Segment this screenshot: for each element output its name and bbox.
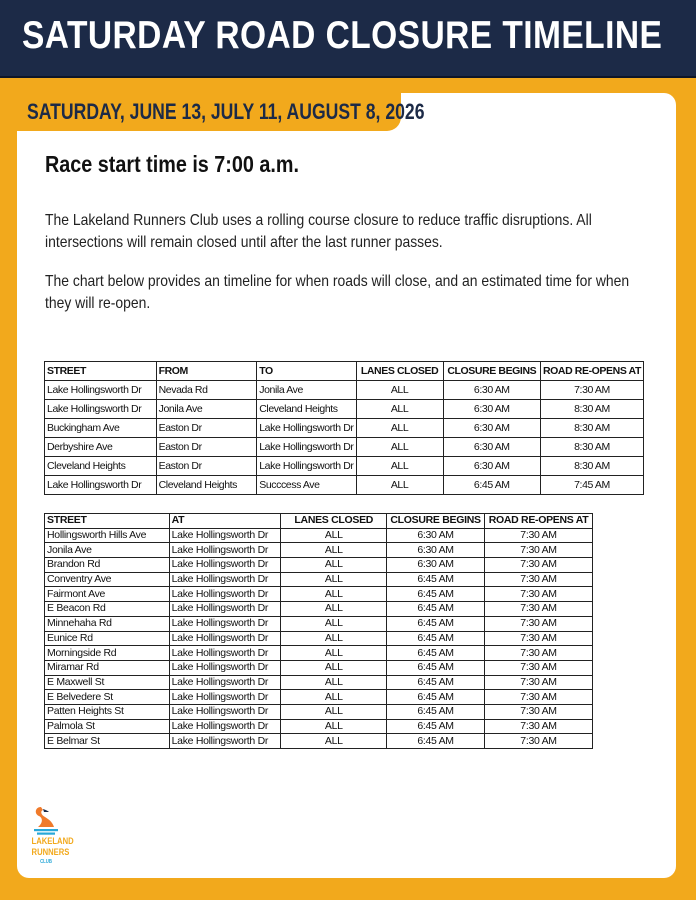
intro-paragraph: The Lakeland Runners Club uses a rolling course closure to reduce traffic disruptions. All intersections will remain closed until after the last runner passes. (45, 212, 592, 251)
header-at: AT (169, 514, 281, 529)
table-cell: 8:30 AM (540, 400, 643, 419)
table-row (45, 419, 644, 438)
table-cell: Lake Hollingsworth Dr (169, 675, 281, 690)
table-cell: 8:30 AM (540, 457, 643, 476)
table-cell: Eunice Rd (45, 631, 170, 646)
table-cell: Lake Hollingsworth Dr (169, 572, 281, 587)
table-cell: 7:30 AM (485, 675, 593, 690)
header-reopens: ROAD RE-OPENS AT (485, 514, 593, 529)
table-row (45, 381, 644, 400)
table-cell: 7:30 AM (485, 616, 593, 631)
table-cell: Easton Dr (156, 438, 257, 457)
table-cell: Miramar Rd (45, 660, 170, 675)
table-cell: Palmola St (45, 719, 170, 734)
table-cell: 6:45 AM (387, 587, 485, 602)
table-cell: 6:30 AM (387, 558, 485, 573)
table-row (45, 457, 644, 476)
table-cell: E Beacon Rd (45, 602, 170, 617)
table-cell: ALL (281, 704, 387, 719)
table-cell: 6:45 AM (387, 690, 485, 705)
table-cell: E Maxwell St (45, 675, 170, 690)
table-cell: Lake Hollingsworth Dr (257, 419, 356, 438)
table-row (45, 438, 644, 457)
table-cell: 6:45 AM (443, 476, 540, 495)
header-street: STREET (45, 362, 157, 381)
table-cell: ALL (281, 646, 387, 661)
table-cell: Brandon Rd (45, 558, 170, 573)
table-cell: ALL (356, 457, 443, 476)
table-cell: 6:45 AM (387, 646, 485, 661)
table-cell: 6:45 AM (387, 719, 485, 734)
race-dates: SATURDAY, JUNE 13, JULY 11, AUGUST 8, 2026 (27, 99, 425, 124)
table-row (45, 400, 644, 419)
table-cell: ALL (281, 675, 387, 690)
race-start-time: Race start time is 7:00 a.m. (45, 151, 299, 177)
table-row (45, 543, 593, 558)
page-title: SATURDAY ROAD CLOSURE TIMELINE (22, 14, 663, 57)
table-header-row (45, 362, 644, 381)
table-cell: 6:45 AM (387, 704, 485, 719)
table-cell: ALL (356, 400, 443, 419)
closure-table-intersections (44, 513, 593, 749)
table-row (45, 704, 593, 719)
table-cell: 6:30 AM (443, 457, 540, 476)
table-cell: ALL (281, 660, 387, 675)
table-cell: 6:30 AM (443, 381, 540, 400)
table-cell: 7:30 AM (485, 660, 593, 675)
table-row (45, 476, 644, 495)
table-cell: Lake Hollingsworth Dr (169, 719, 281, 734)
table-cell: Easton Dr (156, 457, 257, 476)
table-cell: Cleveland Heights (45, 457, 157, 476)
header-closure-begins: CLOSURE BEGINS (443, 362, 540, 381)
table-cell: ALL (281, 543, 387, 558)
table-cell: Cleveland Heights (257, 400, 356, 419)
table-cell: Lake Hollingsworth Dr (169, 704, 281, 719)
table-row (45, 719, 593, 734)
table-cell: Jonila Ave (156, 400, 257, 419)
table-cell: 7:30 AM (485, 690, 593, 705)
table-cell: 6:45 AM (387, 660, 485, 675)
table-cell: 7:30 AM (485, 719, 593, 734)
header-street: STREET (45, 514, 170, 529)
table-cell: 7:30 AM (485, 704, 593, 719)
table-cell: 6:30 AM (387, 543, 485, 558)
table-cell: 6:45 AM (387, 616, 485, 631)
table-cell: 6:45 AM (387, 734, 485, 749)
table-cell: ALL (281, 572, 387, 587)
table-cell: E Belvedere St (45, 690, 170, 705)
table-cell: E Belmar St (45, 734, 170, 749)
table-cell: Jonila Ave (257, 381, 356, 400)
table-row (45, 675, 593, 690)
table-cell: ALL (281, 616, 387, 631)
table-cell: Lake Hollingsworth Dr (257, 457, 356, 476)
header-to: TO (257, 362, 356, 381)
table-row (45, 660, 593, 675)
table-cell: 7:30 AM (485, 734, 593, 749)
table-header-row (45, 514, 593, 529)
table-cell: Lake Hollingsworth Dr (169, 543, 281, 558)
table-row (45, 572, 593, 587)
table-cell: Easton Dr (156, 419, 257, 438)
table-cell: 7:30 AM (485, 631, 593, 646)
table-cell: ALL (281, 719, 387, 734)
table-cell: ALL (356, 381, 443, 400)
table-cell: ALL (281, 631, 387, 646)
table-cell: Lake Hollingsworth Dr (45, 476, 157, 495)
table-cell: 7:30 AM (485, 528, 593, 543)
table-cell: Lake Hollingsworth Dr (169, 616, 281, 631)
table-cell: ALL (281, 558, 387, 573)
table-cell: 7:45 AM (540, 476, 643, 495)
table-cell: 6:45 AM (387, 631, 485, 646)
table-cell: ALL (356, 419, 443, 438)
closure-table-segments (44, 361, 644, 495)
table-cell: Lake Hollingsworth Dr (169, 631, 281, 646)
table-cell: Minnehaha Rd (45, 616, 170, 631)
table-cell: Hollingsworth Hills Ave (45, 528, 170, 543)
table-cell: Cleveland Heights (156, 476, 257, 495)
table-cell: Patten Heights St (45, 704, 170, 719)
table-cell: Morningside Rd (45, 646, 170, 661)
table-cell: Lake Hollingsworth Dr (169, 690, 281, 705)
table-cell: Lake Hollingsworth Dr (169, 528, 281, 543)
table-cell: 7:30 AM (540, 381, 643, 400)
logo-text-lakeland: LAKELAND (31, 836, 74, 846)
table-cell: Lake Hollingsworth Dr (169, 660, 281, 675)
table-cell: 7:30 AM (485, 602, 593, 617)
table-cell: Succcess Ave (257, 476, 356, 495)
table-cell: 6:45 AM (387, 602, 485, 617)
table-cell: Lake Hollingsworth Dr (45, 381, 157, 400)
table-row (45, 528, 593, 543)
table-cell: ALL (356, 438, 443, 457)
table-cell: 6:45 AM (387, 675, 485, 690)
table-cell: Jonila Ave (45, 543, 170, 558)
header-reopens: ROAD RE-OPENS AT (540, 362, 643, 381)
chart-note-paragraph: The chart below provides an timeline for when roads will close, and an estimated time for when they will re-open. (45, 273, 630, 312)
table-row (45, 616, 593, 631)
table-cell: 8:30 AM (540, 438, 643, 457)
table-cell: 8:30 AM (540, 419, 643, 438)
table-cell: 7:30 AM (485, 543, 593, 558)
table-cell: Nevada Rd (156, 381, 257, 400)
table-row (45, 734, 593, 749)
logo-text-club: CLUB (40, 859, 52, 865)
table-cell: 6:45 AM (387, 572, 485, 587)
table-cell: Lake Hollingsworth Dr (169, 602, 281, 617)
logo-text-runners: RUNNERS (31, 847, 70, 857)
table-cell: ALL (281, 587, 387, 602)
table-row (45, 587, 593, 602)
table-cell: 6:30 AM (387, 528, 485, 543)
table-row (45, 631, 593, 646)
table-cell: Lake Hollingsworth Dr (169, 646, 281, 661)
table-cell: Lake Hollingsworth Dr (45, 400, 157, 419)
table-row (45, 558, 593, 573)
table-cell: Lake Hollingsworth Dr (169, 558, 281, 573)
table-cell: 7:30 AM (485, 587, 593, 602)
table-row (45, 646, 593, 661)
table-cell: ALL (356, 476, 443, 495)
table-cell: 6:30 AM (443, 438, 540, 457)
table-cell: 6:30 AM (443, 419, 540, 438)
header-closure-begins: CLOSURE BEGINS (387, 514, 485, 529)
table-cell: 7:30 AM (485, 558, 593, 573)
table-cell: ALL (281, 734, 387, 749)
table-cell: Conventry Ave (45, 572, 170, 587)
header-lanes-closed: LANES CLOSED (281, 514, 387, 529)
table-cell: 6:30 AM (443, 400, 540, 419)
table-cell: ALL (281, 528, 387, 543)
table-cell: Buckingham Ave (45, 419, 157, 438)
header-lanes-closed: LANES CLOSED (356, 362, 443, 381)
table-cell: Lake Hollingsworth Dr (257, 438, 356, 457)
table-cell: 7:30 AM (485, 572, 593, 587)
table-row (45, 690, 593, 705)
table-cell: Fairmont Ave (45, 587, 170, 602)
table-row (45, 602, 593, 617)
top-banner (0, 0, 696, 78)
table-cell: Lake Hollingsworth Dr (169, 734, 281, 749)
table-cell: 7:30 AM (485, 646, 593, 661)
date-tab (17, 93, 425, 131)
header-from: FROM (156, 362, 257, 381)
table-cell: ALL (281, 690, 387, 705)
table-cell: ALL (281, 602, 387, 617)
table-cell: Derbyshire Ave (45, 438, 157, 457)
table-cell: Lake Hollingsworth Dr (169, 587, 281, 602)
